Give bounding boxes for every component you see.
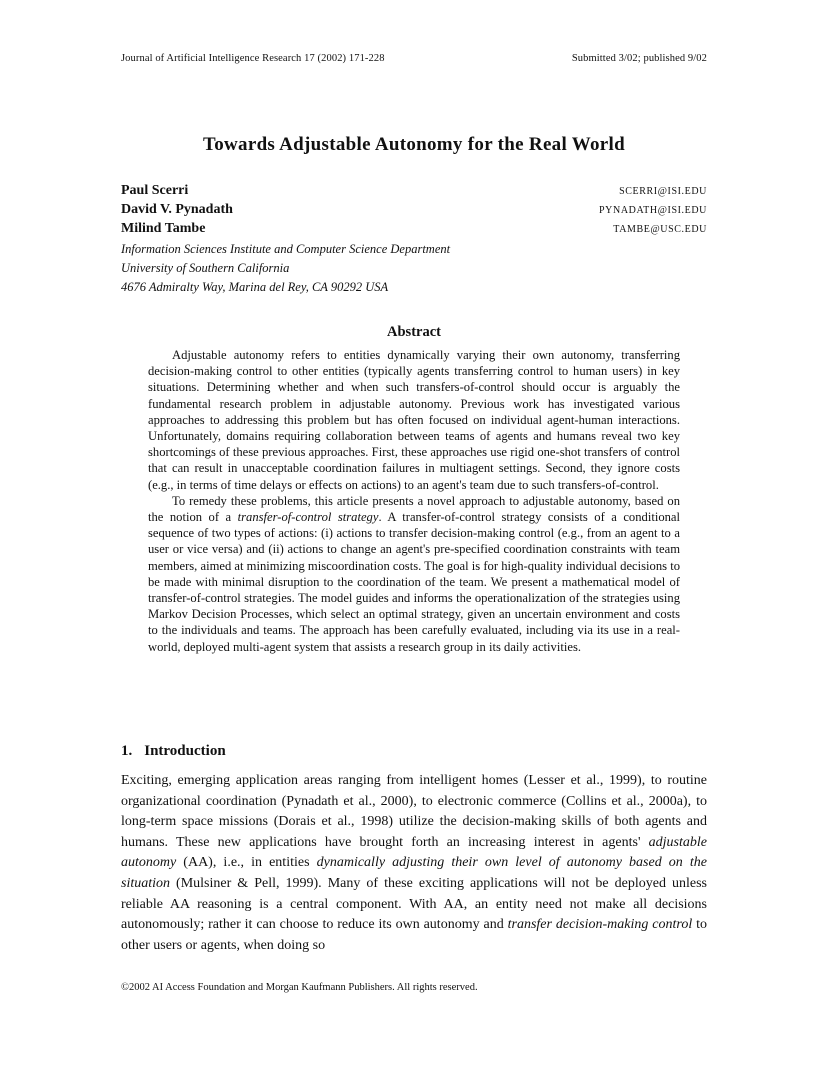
author-email: SCERRI@ISI.EDU [619,186,707,197]
section-number: 1. [121,743,133,759]
emphasis-text: transfer decision-making control [507,917,693,933]
emphasis-text: dynamically adjusting their own level of autonomy based on the situation [121,855,707,891]
affiliation-line: 4676 Admiralty Way, Marina del Rey, CA 90292 USA [121,280,389,294]
affiliation-line: Information Sciences Institute and Computer Science Department [121,242,451,256]
emphasis-text: transfer-of-control strategy [237,510,379,525]
abstract-text: . A transfer-of-control strategy consists of a conditional sequence of two types of actions: (i) actions to transfer decision-making control (e.g., from an agent to a user or vice versa) and (ii) actions to change an agent's pre-specified coordination constraints with team members, aimed at minimizing miscoordination costs. The goal is for high-quality individual decisions to be made with minimal disruption to the coordination of the team. We present a mathematical model of transfer-of-control strategies. The model guides and informs the operationalization of the strategies using Markov Decision Processes, which select an optimal strategy, given an uncertain environment and costs to the individuals and teams. The approach has been carefully evaluated, including via its use in a real-world, deployed multi-agent system that assists a research group in its daily activities. [148,510,680,654]
submission-dates: Submitted 3/02; published 9/02 [571,53,707,64]
body-text: to other users or agents, when doing so [121,917,708,953]
affiliation-line: University of Southern California [121,261,290,275]
author-email: TAMBE@USC.EDU [613,224,707,235]
author-block [121,183,707,297]
introduction-body [121,771,707,956]
section-title: Introduction [144,743,226,759]
author-name: Milind Tambe [121,221,206,236]
abstract-body [148,347,680,655]
author-name: Paul Scerri [121,183,189,198]
copyright-footer: ©2002 AI Access Foundation and Morgan Kaufmann Publishers. All rights reserved. [121,982,478,993]
author-name: David V. Pynadath [121,202,233,217]
abstract-text: To remedy these problems, this article presents a novel approach to adjustable autonomy, based on the notion of a [148,493,680,525]
section-heading [121,743,226,760]
body-paragraph [121,771,707,956]
author-row [121,221,707,240]
body-text: Exciting, emerging application areas ranging from intelligent homes (Lesser et al., 1999), to routine organizational coordination (Pynadath et al., 2000), to electronic commerce (Collins et al., 2000a), to long-term space missions (Dorais et al., 1998) utilize the decision-making skills of both agents and humans. These new applications have brought forth an increasing interest in agents' [121,773,707,850]
author-row [121,202,707,221]
author-email: PYNADATH@ISI.EDU [599,205,707,216]
emphasis-text: adjustable autonomy [121,834,707,871]
body-text: (AA), i.e., in entities [176,855,317,871]
abstract-text: Adjustable autonomy refers to entities dynamically varying their own autonomy, transferring decision-making control to other entities (typically agents transferring control to human users) in key situations. Determining whether and when such transfers-of-control should occur is arguably the fundamental research problem in adjustable autonomy. Previous work has investigated various approaches to addressing this problem but has often focused on individual agent-human interactions. Unfortunately, domains requiring collaboration between teams of agents and humans reveal two key shortcomings of these previous approaches. First, these approaches use rigid one-shot transfers of control that can result in unacceptable coordination failures in multiagent settings. Second, they ignore costs (e.g., in terms of time delays or effects on actions) to an agent's team due to such transfers-of-control. [148,348,680,492]
abstract-paragraph [148,347,680,493]
journal-citation: Journal of Artificial Intelligence Research 17 (2002) 171-228 [121,53,385,64]
abstract-heading: Abstract [387,324,441,340]
body-text: (Mulsiner & Pell, 1999). Many of these exciting applications will not be deployed unless reliable AA reasoning is a central component. With AA, an entity need not make all decisions autonomously; rather it can choose to reduce its own autonomy and [121,875,707,933]
running-header [121,53,707,64]
author-row [121,183,707,202]
abstract-paragraph [148,493,680,655]
paper-title: Towards Adjustable Autonomy for the Real World [202,134,625,155]
